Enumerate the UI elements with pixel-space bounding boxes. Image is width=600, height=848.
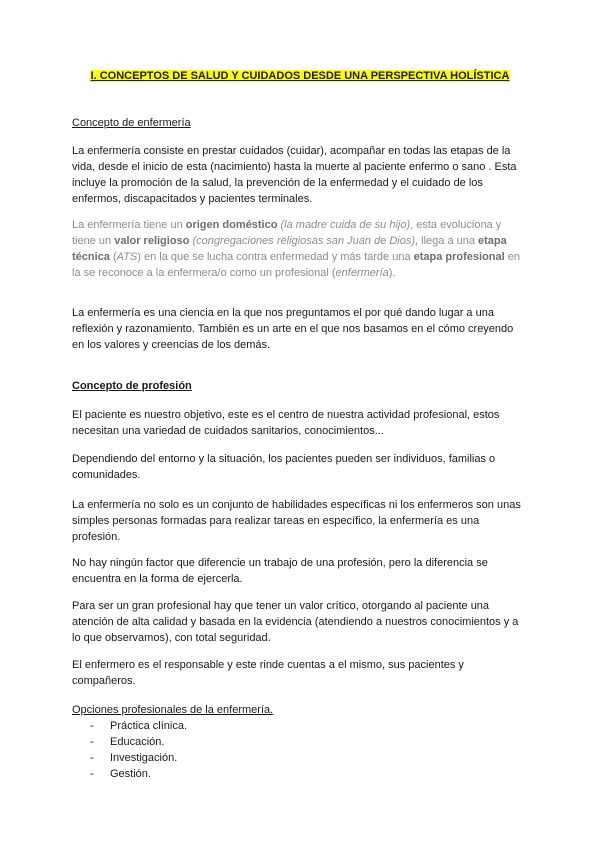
options-list [72, 718, 528, 782]
text: La enfermería tiene un [72, 219, 186, 231]
paragraph: La enfermería es una ciencia en la que nos preguntamos el por qué dando lugar a una reflexión y razonamiento. También es un arte en el que nos basamos en el cómo creyendo en los valores y creencias de los demás. [72, 307, 514, 351]
text: ) en la que se lucha contra enfermedad y más tarde una [137, 251, 414, 263]
list-item-label: Investigación. [110, 752, 178, 764]
paragraph: Para ser un gran profesional hay que tener un valor crítico, otorgando al paciente una atención de alta calidad y basada en la evidencia (atendiendo a nuestros conocimientos y a lo que observamos), con total seguridad. [72, 600, 519, 644]
list-item-label: Gestión. [110, 768, 151, 780]
paragraph: Dependiendo del entorno y la situación, los pacientes pueden ser individuos, familias o comunidades. [72, 453, 496, 481]
italic-note: ATS [116, 251, 138, 263]
bold-term: origen doméstico [185, 219, 278, 231]
list-item-label: Educación. [110, 736, 165, 748]
italic-note: (la madre cuida de su hijo) [277, 219, 411, 231]
text: ( [109, 251, 117, 263]
list-bullet: - [90, 752, 94, 764]
options-section [72, 702, 528, 782]
list-item [72, 766, 528, 782]
bold-term: etapa técnica [72, 235, 507, 263]
options-heading: Opciones profesionales de la enfermería. [72, 704, 274, 716]
text: , esta evoluciona y tiene un [72, 219, 502, 247]
paragraph: El enfermero es el responsable y este rinde cuentas a el mismo, sus pacientes y compañeros. [72, 659, 464, 687]
italic-note: (congregaciones religiosas san Juan de Dios) [189, 235, 416, 247]
paragraph: No hay ningún factor que diferencie un trabajo de una profesión, pero la diferencia se encuentra en la forma de ejercerla. [72, 557, 488, 585]
paragraph: El paciente es nuestro objetivo, este es el centro de nuestra actividad profesional, estos necesitan una variedad de cuidados sanitarios, conocimientos... [72, 409, 500, 437]
list-bullet: - [90, 720, 94, 732]
bold-term: valor religioso [114, 235, 190, 247]
section-heading-enfermeria: Concepto de enfermería [72, 117, 191, 129]
section-heading-profesion: Concepto de profesión [72, 380, 192, 392]
text: ). [388, 267, 396, 279]
text: , llega a una [415, 235, 479, 247]
title-text: I. CONCEPTOS DE SALUD Y CUIDADOS DESDE UNA PERSPECTIVA HOLÍSTICA [90, 70, 510, 82]
list-item [72, 718, 528, 734]
list-item [72, 734, 528, 750]
text: en la se reconoce a la enfermera/o como un profesional ( [72, 251, 520, 279]
italic-note: enfermería [335, 267, 389, 279]
list-bullet: - [90, 736, 94, 748]
paragraph-history [72, 217, 528, 281]
paragraph: La enfermería consiste en prestar cuidados (cuidar), acompañar en todas las etapas de la vida, desde el inicio de esta (nacimiento) hasta la muerte al paciente enfermo o sano . Esta incluye la promoción de la salud, la prevención de la enfermedad y el cuidado de los enfermos, discapacitados y pacientes terminales. [72, 145, 517, 205]
list-item-label: Práctica clínica. [110, 720, 188, 732]
document-title [0, 70, 600, 82]
bold-term: etapa profesional [413, 251, 505, 263]
list-item [72, 750, 528, 766]
list-bullet: - [90, 768, 94, 780]
paragraph: La enfermería no solo es un conjunto de habilidades específicas ni los enfermeros son unas simples personas formadas para realizar tareas en específico, la enfermería es una profesión. [72, 499, 521, 543]
